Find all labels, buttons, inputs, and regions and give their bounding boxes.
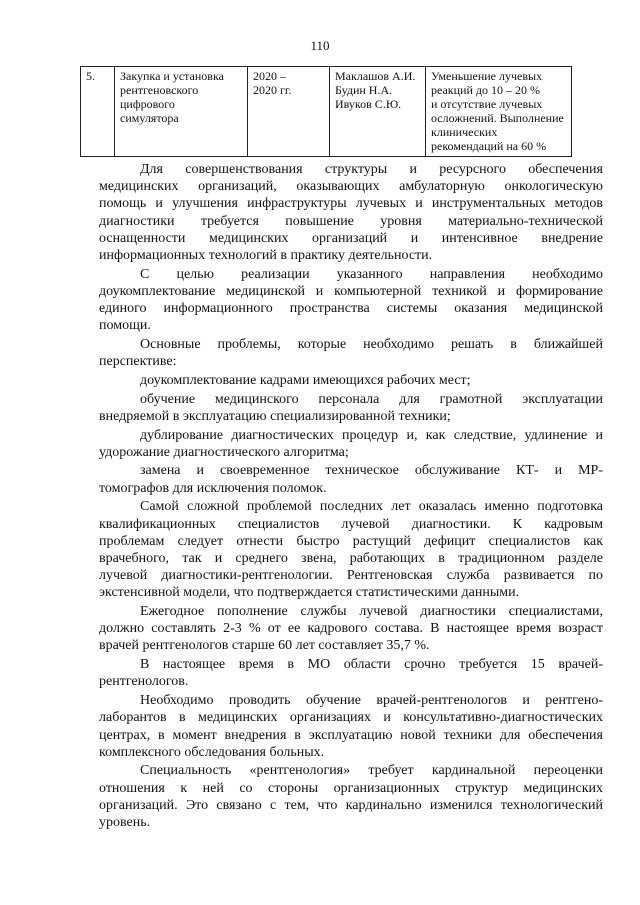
paragraph-line: единого информационного пространства системы оказания медицинской [99, 301, 603, 317]
table-cell-line: Маклашов А.И. [335, 69, 416, 83]
paragraph [99, 603, 603, 655]
paragraph [99, 427, 603, 461]
result-cell [426, 67, 572, 157]
table-cell-line: Ивуков С.Ю. [335, 97, 402, 111]
paragraph [99, 462, 603, 496]
paragraph-line: удорожание диагностического алгоритма; [99, 444, 349, 460]
paragraph-line: квалификационных специалистов лучевой диагностики. К кадровым [99, 516, 603, 532]
paragraph-line: Самой сложной проблемой последних лет оказалась именно подготовка [140, 499, 603, 515]
paragraph-line: центрах, в момент внедрения в эксплуатацию новой техники для обеспечения [99, 727, 603, 743]
paragraph-line: лучевой диагностики-рентгенологии. Рентгеновская служба развивается по [99, 568, 603, 584]
paragraph-line: Необходимо проводить обучение врачей-рентгенологов и рентгено- [140, 693, 603, 709]
paragraph-line: дублирование диагностических процедур и, как следствие, удлинение и [140, 427, 603, 443]
paragraph-line: внедряемой в эксплуатацию специализированной техники; [99, 408, 451, 424]
paragraph [99, 266, 603, 335]
paragraph-line: Для совершенствования структуры и ресурсного обеспечения [140, 162, 603, 177]
paragraph-line: врачебного, так и среднего звена, работающих в традиционном разделе [99, 550, 603, 566]
paragraph-line: медицинских организаций, оказывающих амбулаторную онкологическую [99, 179, 603, 195]
paragraph-line: диагностики требуется повышение уровня материально-технической [99, 213, 603, 229]
paragraph-line: В настоящее время в МО области срочно требуется 15 врачей- [140, 657, 603, 673]
table-cell-line: 2020 – [253, 69, 286, 83]
paragraph-line: обучение медицинского персонала для грамотной эксплуатации [140, 391, 603, 407]
table-cell-line: осложнений. Выполнение [431, 111, 564, 125]
paragraph [99, 372, 603, 389]
paragraph-line: проблемам следует отнести быстро растущий дефицит специалистов как [99, 533, 603, 549]
paragraph-line: помощи. [99, 318, 151, 334]
table-cell-line: рентгеновского [120, 83, 199, 97]
table-cell-line: симулятора [120, 111, 179, 125]
paragraph-line: томографов для исключения поломок. [99, 480, 327, 496]
row-number-cell: 5. [81, 67, 115, 157]
paragraph-line: врачей рентгенологов старше 60 лет составляет 35,7 %. [99, 638, 430, 654]
paragraph [99, 762, 603, 831]
paragraph-line: уровень. [99, 815, 151, 831]
period-cell [248, 67, 330, 157]
table-cell-line: и отсутствие лучевых [431, 97, 543, 111]
paragraph [99, 161, 603, 264]
paragraph-line: замена и своевременное техническое обслуживание КТ- и МР- [140, 463, 603, 479]
paragraph-line: помощь и улучшения инфраструктуры лучевых и инструментальных методов [99, 196, 603, 212]
table-cell-line: цифрового [120, 97, 175, 111]
responsible-cell [330, 67, 426, 157]
paragraph [99, 656, 603, 690]
paragraph-line: доукомплектование кадрами имеющихся рабочих мест; [140, 372, 471, 388]
paragraph-line: информационных технологий в практику деятельности. [99, 248, 433, 264]
paragraph-line: отношения к ней со стороны организационных структур медицинских [99, 780, 603, 796]
paragraph-line: оснащенности медицинских организаций и интенсивное внедрение [99, 230, 603, 246]
table-cell-line: Уменьшение лучевых [431, 69, 543, 83]
paragraph-line: лаборантов в медицинских организациях и консультативно-диагностических [99, 710, 603, 726]
table-row [81, 67, 572, 157]
paragraph [99, 692, 603, 761]
paragraph-line: Основные проблемы, которые необходимо решать в ближайшей [140, 337, 603, 353]
paragraph-line: доукомплектование медицинской и компьютерной техникой и формирование [99, 283, 603, 299]
table-cell-line: 2020 гг. [253, 83, 292, 97]
paragraph-line: экстенсивной модели, что подтверждается статистическими данными. [99, 585, 520, 601]
paragraph-line: рентгенологов. [99, 674, 189, 690]
paragraph-line: перспективе: [99, 354, 177, 370]
table-cell-line: Закупка и установка [120, 69, 224, 83]
paragraph-line: должно составлять 2-3 % от ее кадрового состава. В настоящее время возраст [99, 621, 603, 637]
paragraph [99, 391, 603, 425]
table-cell-line: рекомендаций на 60 % [431, 139, 547, 153]
paragraph-line: организаций. Это связано с тем, что кардинально изменился технологический [99, 797, 603, 813]
measures-table [80, 66, 572, 157]
table-cell-line: клинических [431, 125, 498, 139]
table-cell-line: реакций до 10 – 20 % [431, 83, 540, 97]
page-number: 110 [310, 38, 330, 53]
paragraph-line: Специальность «рентгенология» требует кардинальной переоценки [140, 763, 603, 779]
paragraph-line: Ежегодное пополнение службы лучевой диагностики специалистами, [140, 604, 603, 620]
paragraph [99, 498, 603, 601]
paragraph [99, 336, 603, 370]
document-body [99, 161, 603, 833]
paragraph-line: комплексного обследования больных. [99, 744, 325, 760]
table-cell-line: Будин Н.А. [335, 83, 393, 97]
measure-cell [115, 67, 248, 157]
paragraph-line: С целью реализации указанного направления необходимо [140, 266, 603, 282]
